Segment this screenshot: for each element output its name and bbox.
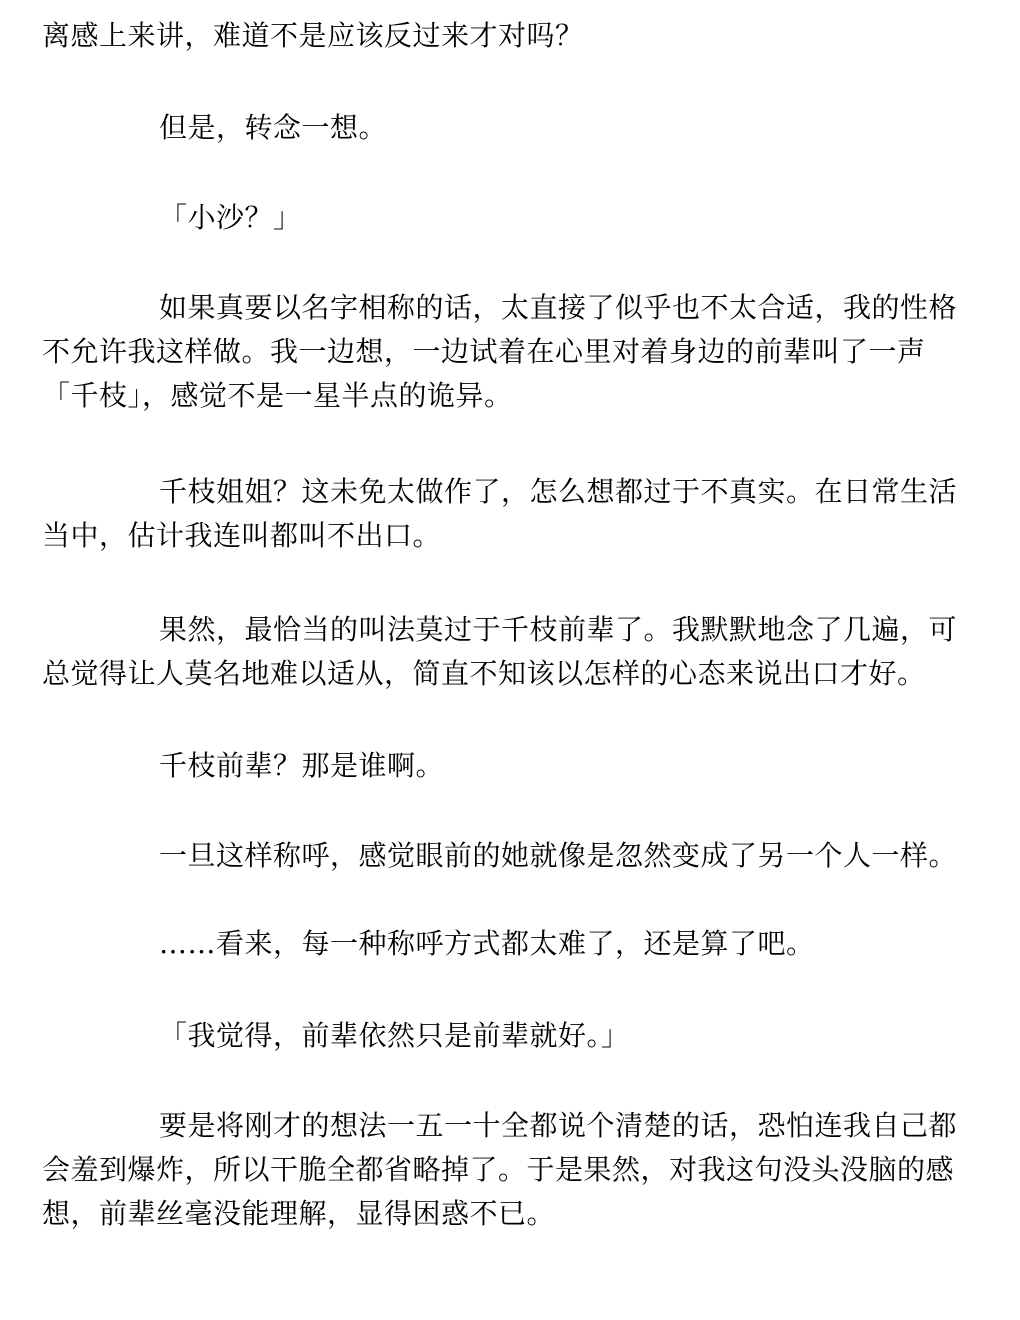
paragraph-10-dialogue: 「我觉得，前辈依然只是前辈就好。」: [159, 1019, 630, 1052]
paragraph-9: ……看来，每一种称呼方式都太难了，还是算了吧。: [159, 927, 815, 960]
paragraph-1: 离感上来讲，难道不是应该反过来才对吗？: [42, 19, 584, 52]
paragraph-3-dialogue: 「小沙？」: [159, 201, 302, 234]
paragraph-7: 千枝前辈？那是谁啊。: [159, 749, 445, 782]
paragraph-6: 果然，最恰当的叫法莫过于千枝前辈了。我默默地念了几遍，可总觉得让人莫名地难以适从，简直不知该以怎样的心态来说出口才好。: [42, 613, 958, 690]
paragraph-2: 但是，转念一想。: [159, 111, 388, 144]
paragraph-4: 如果真要以名字相称的话，太直接了似乎也不太合适，我的性格不允许我这样做。我一边想，一边试着在心里对着身边的前辈叫了一声「千枝」，感觉不是一星半点的诡异。: [42, 291, 958, 412]
paragraph-8: 一旦这样称呼，感觉眼前的她就像是忽然变成了另一个人一样。: [159, 839, 958, 872]
paragraph-11: 要是将刚才的想法一五一十全都说个清楚的话，恐怕连我自己都会羞到爆炸，所以干脆全都省略掉了。于是果然，对我这句没头没脑的感想，前辈丝毫没能理解，显得困惑不已。: [42, 1109, 958, 1230]
paragraph-5: 千枝姐姐？这未免太做作了，怎么想都过于不真实。在日常生活当中，估计我连叫都叫不出口。: [42, 475, 958, 552]
